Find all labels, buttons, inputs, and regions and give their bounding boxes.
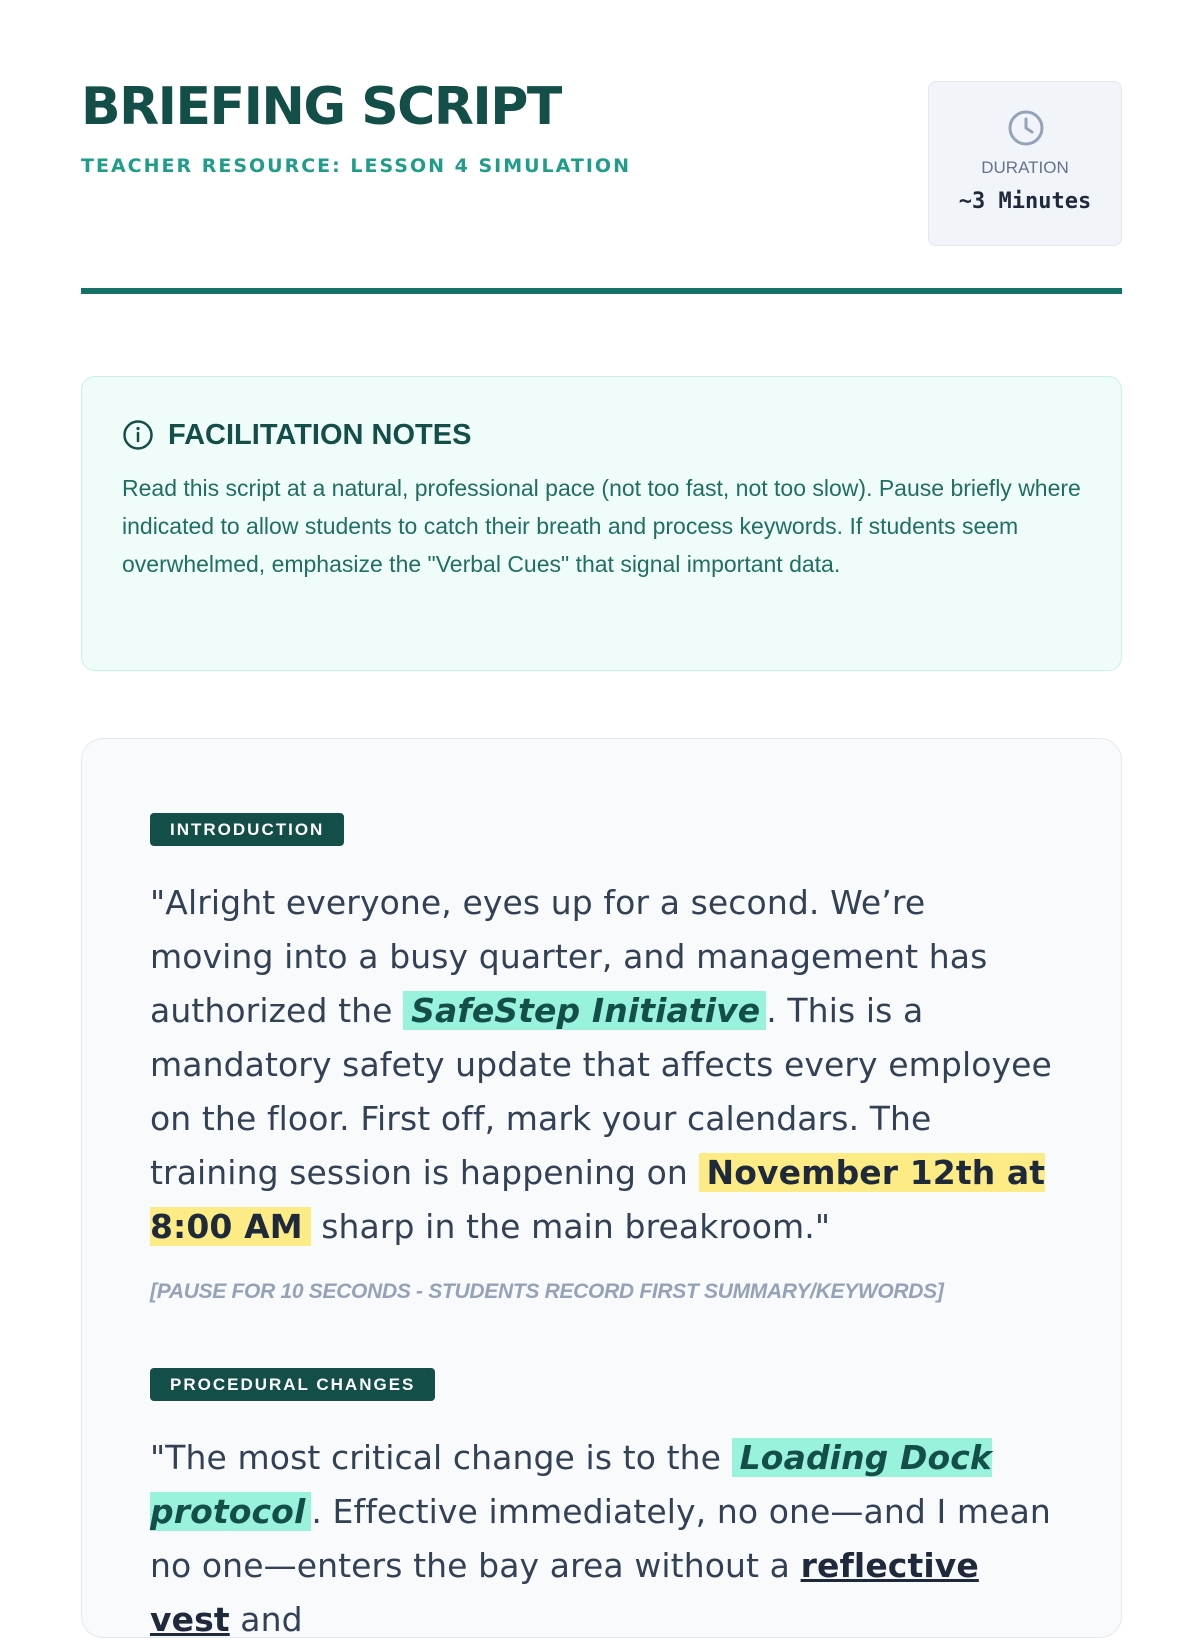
page-subtitle: TEACHER RESOURCE: LESSON 4 SIMULATION bbox=[81, 155, 631, 177]
keyword-highlight: SafeStep Initiative bbox=[403, 991, 766, 1030]
info-icon bbox=[122, 419, 154, 451]
clock-icon bbox=[1007, 109, 1045, 147]
proc-text-1: "The most critical change is to the bbox=[150, 1438, 732, 1477]
date-highlight: November 12th at 8:00 AM bbox=[150, 1153, 1046, 1246]
duration-value: ~3 Minutes bbox=[958, 189, 1092, 214]
briefing-page bbox=[81, 0, 1122, 1639]
duration-card bbox=[928, 81, 1122, 246]
keyword-highlight: Loading Dock protocol bbox=[150, 1438, 992, 1531]
section-tag-introduction: INTRODUCTION bbox=[150, 813, 344, 846]
intro-paragraph bbox=[150, 876, 1053, 1254]
facilitation-notes bbox=[81, 376, 1122, 671]
page-title: BRIEFING SCRIPT bbox=[81, 77, 561, 137]
script-card bbox=[81, 738, 1122, 1638]
header bbox=[81, 0, 1122, 296]
pause-instruction: [PAUSE FOR 10 SECONDS - STUDENTS RECORD FIRST SUMMARY/KEYWORDS] bbox=[150, 1280, 944, 1303]
underlined-keyword: reflective vest bbox=[150, 1546, 979, 1639]
intro-text-1: "Alright everyone, eyes up for a second. We’re moving into a busy quarter, and management has authorized the bbox=[150, 883, 988, 1030]
notes-title: FACILITATION NOTES bbox=[168, 418, 472, 451]
proc-text-2: . Effective immediately, no one—and I mean no one—enters the bay area without a bbox=[150, 1492, 1051, 1585]
header-divider bbox=[81, 288, 1122, 294]
notes-body: Read this script at a natural, professional pace (not too fast, not too slow). Pause briefly where indicated to allow students to catch their breath and process keywords. If students seem overwhelmed, emphasize the "Verbal Cues" that signal important data. bbox=[122, 475, 1081, 577]
intro-text-3: sharp in the main breakroom." bbox=[310, 1207, 831, 1246]
procedural-section bbox=[150, 1368, 1053, 1401]
intro-text-2: . This is a mandatory safety update that affects every employee on the floor. First off, mark your calendars. The training session is happening on bbox=[150, 991, 1052, 1192]
duration-label: DURATION bbox=[981, 158, 1069, 177]
procedural-paragraph bbox=[150, 1431, 1053, 1647]
section-tag-procedural: PROCEDURAL CHANGES bbox=[150, 1368, 435, 1401]
proc-text-3: and bbox=[229, 1600, 303, 1639]
notes-header bbox=[122, 417, 1081, 453]
